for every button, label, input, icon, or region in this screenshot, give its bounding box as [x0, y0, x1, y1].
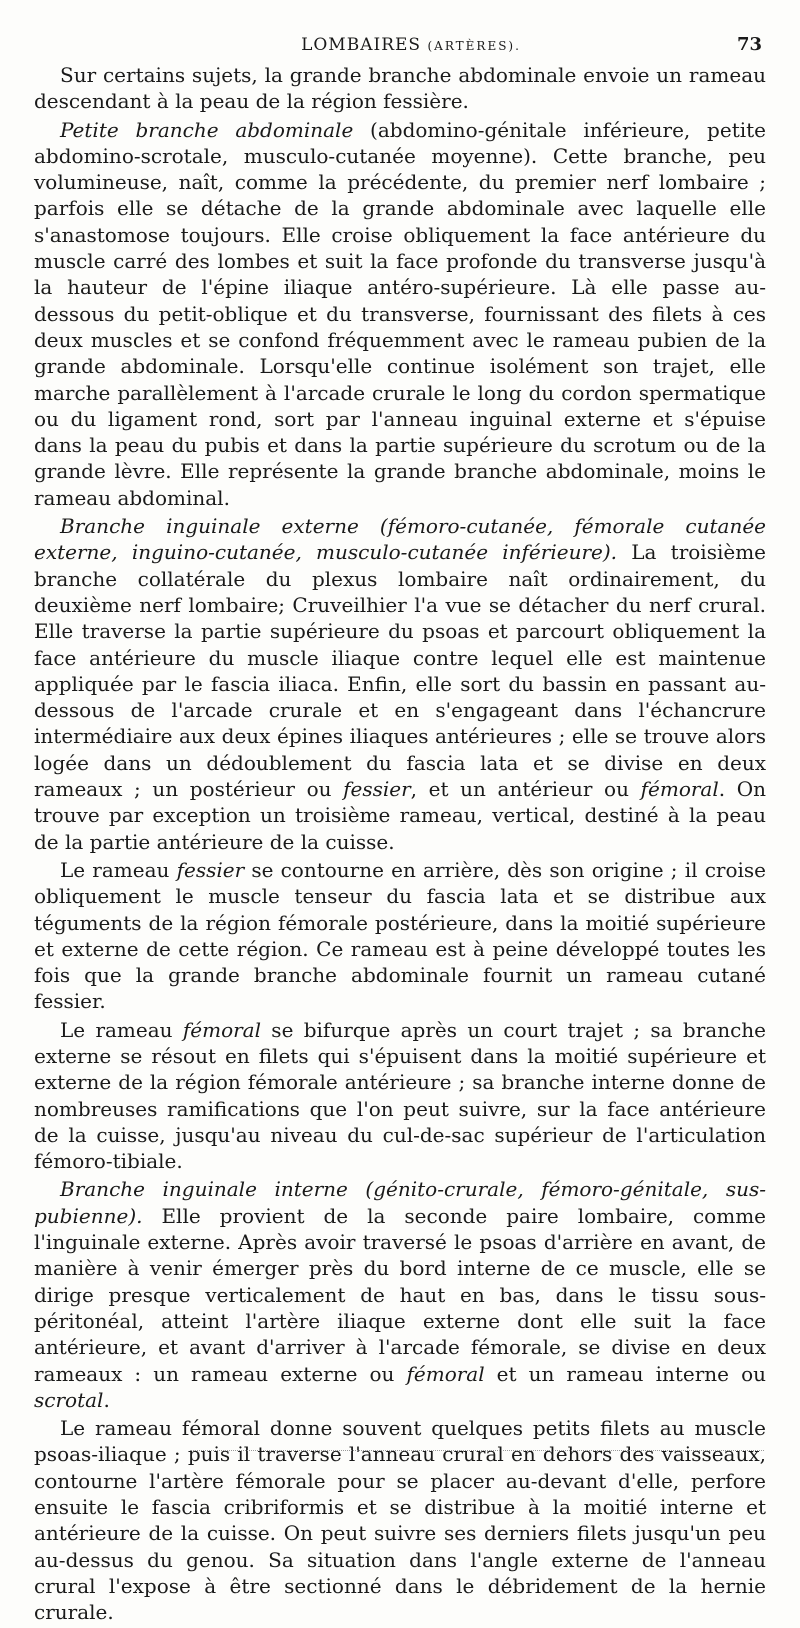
paragraph	[34, 1415, 766, 1625]
text-run: , et un antérieur ou	[410, 777, 641, 802]
paragraph	[34, 857, 766, 1015]
italic-text: Branche inguinale interne (génito-crurale, fémoro-génitale, sus-pubienne).	[34, 1177, 766, 1228]
text-run: .	[103, 1387, 110, 1412]
italic-text: fessier	[176, 857, 245, 882]
running-title-main: LOMBAIRES	[301, 35, 422, 55]
italic-text: Petite branche abdominale	[60, 117, 354, 142]
italic-text: fémoral	[640, 777, 719, 802]
text-run: Sur certains sujets, la grande branche abdominale envoie un rameau descendant à la peau de la région fessière.	[34, 63, 766, 114]
text-run: et un rameau interne ou	[484, 1361, 766, 1386]
italic-text: fémoral	[182, 1017, 261, 1042]
text-run: La troisième branche collatérale du plexus lombaire naît ordinairement, du deuxième nerf lombaire; Cruveilhier l'a vue se détacher du nerf crural. Elle traverse la partie supérieure du psoas et parcourt obliquement la face antérieure du muscle iliaque contre lequel elle est maintenue appliquée par le fascia iliaca. Enfin, elle sort du bassin en passant au-dessous de l'arcade crurale et en s'engageant dans l'échancrure intermédiaire aux deux épines iliaques antérieures ; elle se trouve alors logée dans un dédoublement du fascia lata et se divise en deux rameaux ; un postérieur ou	[34, 540, 766, 802]
text-run: Le rameau	[60, 857, 177, 882]
paragraph	[34, 62, 766, 115]
text-run: Le rameau	[60, 1017, 183, 1042]
text-run: . On trouve par exception un troisième rameau, vertical, destiné à la peau de la partie antérieure de la cuisse.	[34, 777, 766, 854]
italic-text: Branche inguinale externe (fémoro-cutanée, fémorale cutanée externe, inguino-cutanée, musculo-cutanée inférieure).	[34, 514, 766, 565]
paragraph	[34, 513, 766, 855]
running-title-sub: (ARTÈRES).	[427, 39, 521, 53]
italic-text: fessier	[343, 777, 411, 802]
page-number: 73	[736, 34, 762, 55]
running-title	[60, 32, 762, 59]
paragraph	[34, 1017, 766, 1175]
text-run: (abdomino-génitale inférieure, petite abdomino-scrotale, musculo-cutanée moyenne). Cette branche, peu volumineuse, naît, comme la précédente, du premier nerf lombaire ; parfois elle se détache de la grande abdominale avec laquelle elle s'anastomose toujours. Elle croise obliquement la face antérieure du muscle carré des lombes et suit la face profonde du transverse jusqu'à la hauteur de l'épine iliaque antéro-supérieure. Là elle passe au-dessous du petit-oblique et du transverse, fournissant des filets à ces deux muscles et se confond fréquemment avec le rameau pubien de la grande abdominale. Lorsqu'elle continue isolément son trajet, elle marche parallèlement à l'arcade crurale le long du cordon spermatique ou du ligament rond, sort par l'anneau inguinal externe et s'épuise dans la peau du pubis et dans la partie supérieure du scrotum ou de la grande lèvre. Elle représente la grande branche abdominale, moins le rameau abdominal.	[34, 117, 766, 510]
text-run: Elle provient de la seconde paire lombaire, comme l'inguinale externe. Après avoir traversé le psoas d'arrière en avant, de manière à venir émerger près du bord interne de ce muscle, elle se dirige presque verticalement de haut en bas, dans le tissu sous-péritonéal, atteint l'artère iliaque externe dont elle suit la face antérieure, et avant d'arriver à l'arcade fémorale, se divise en deux rameaux : un rameau externe ou	[34, 1203, 766, 1386]
body-text	[34, 62, 766, 1628]
text-run: se contourne en arrière, dès son origine ; il croise obliquement le muscle tenseur du fascia lata et se distribue aux téguments de la région fémorale postérieure, dans la moitié supérieure et externe de cette région. Ce rameau est à peine développé toutes les fois que la grande branche abdominale fournit un rameau cutané fessier.	[34, 857, 766, 1014]
italic-text: fémoral	[406, 1361, 485, 1386]
text-run: Le rameau fémoral donne souvent quelques petits filets au muscle psoas-iliaque ; puis il traverse l'anneau crural en dehors des vaisseaux, contourne l'artère fémorale pour se placer au-devant d'elle, perfore ensuite le fascia cribriformis et se distribue à la moitié interne et antérieure de la cuisse. On peut suivre ses derniers filets jusqu'un peu au-dessus du genou. Sa situation dans l'angle externe de l'anneau crural l'expose à être sectionné dans le débridement de la hernie crurale.	[34, 1416, 766, 1625]
paragraph	[34, 1176, 766, 1413]
text-run: se bifurque après un court trajet ; sa branche externe se résout en filets qui s'épuisent dans la moitié supérieure et externe de la région fémorale antérieure ; sa branche interne donne de nombreuses ramifications que l'on peut suivre, sur la face antérieure de la cuisse, jusqu'au niveau du cul-de-sac supérieur de l'articulation fémoro-tibiale.	[34, 1017, 767, 1174]
italic-text: scrotal	[34, 1387, 104, 1412]
footer-marks	[190, 1450, 764, 1453]
running-header	[60, 32, 762, 58]
paragraph	[34, 117, 766, 511]
